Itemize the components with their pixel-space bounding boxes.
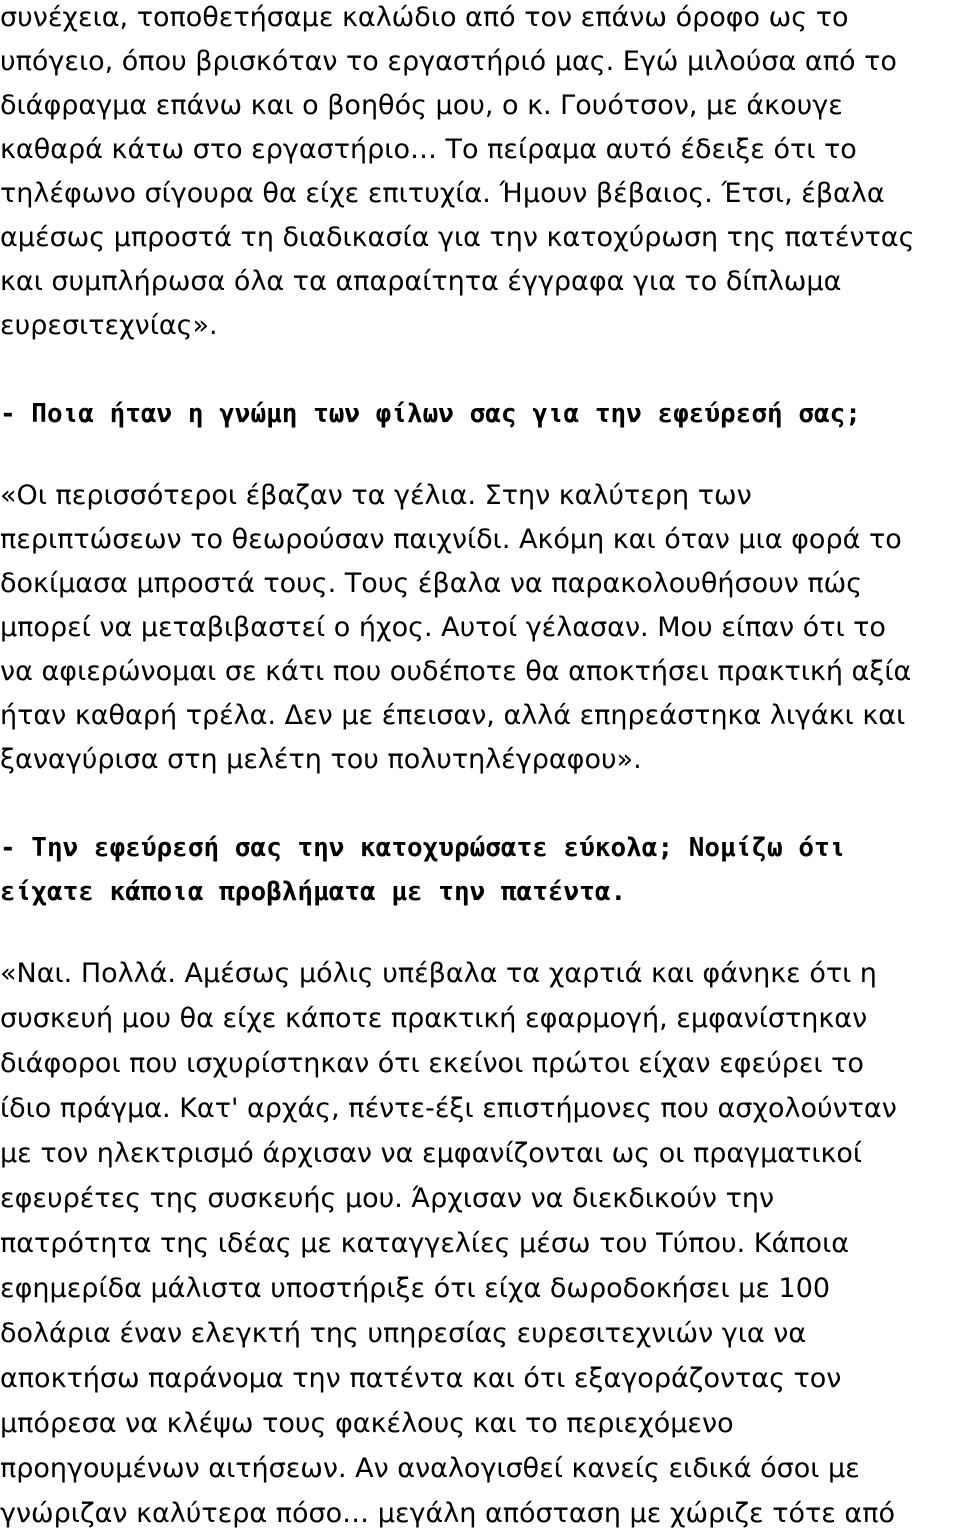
text-line: διάφοροι που ισχυρίστηκαν ότι εκείνοι πρώτοι είχαν εφεύρει το <box>0 1048 864 1079</box>
text-line: δοκίμασα μπροστά τους. Τους έβαλα να παρακολουθήσουν πώς <box>0 568 863 599</box>
text-line: μπορεί να μεταβιβαστεί ο ήχος. Αυτοί γέλασαν. Μου είπαν ότι το <box>0 612 886 643</box>
text-line: ευρεσιτεχνίας». <box>0 310 218 341</box>
text-line: να αφιερώνομαι σε κάτι που ουδέποτε θα αποκτήσει πρακτική αξία <box>0 656 912 687</box>
text-line: διάφραγμα επάνω και ο βοηθός μου, ο κ. Γουότσον, με άκουγε <box>0 90 843 121</box>
text-line: πατρότητα της ιδέας με καταγγελίες μέσω του Τύπου. Κάποια <box>0 1228 849 1259</box>
text-line: με τον ηλεκτρισμό άρχισαν να εμφανίζονται ως οι πραγματικοί <box>0 1138 863 1169</box>
text-line: «Οι περισσότεροι έβαζαν τα γέλια. Στην καλύτερη των <box>0 480 752 511</box>
interview-question: είχατε κάποια προβλήματα με την πατέντα. <box>0 877 627 907</box>
text-line: υπόγειο, όπου βρισκόταν το εργαστήριό μας. Εγώ μιλούσα από το <box>0 46 897 77</box>
text-line: περιπτώσεων το θεωρούσαν παιχνίδι. Ακόμη και όταν μια φορά το <box>0 524 902 555</box>
text-line: τηλέφωνο σίγουρα θα είχε επιτυχία. Ήμουν βέβαιος. Έτσι, έβαλα <box>0 178 885 209</box>
text-line: γνώριζαν καλύτερα πόσο… μεγάλη απόσταση με χώριζε τότε από <box>0 1498 896 1529</box>
text-line: προηγουμένων αιτήσεων. Αν αναλογισθεί κανείς ειδικά όσοι με <box>0 1453 860 1484</box>
text-line: συσκευή μου θα είχε κάποτε πρακτική εφαρμογή, εμφανίστηκαν <box>0 1003 868 1034</box>
text-line: ήταν καθαρή τρέλα. Δεν με έπεισαν, αλλά επηρεάστηκα λιγάκι και <box>0 700 906 731</box>
text-line: μπόρεσα να κλέψω τους φακέλους και το περιεχόμενο <box>0 1408 734 1439</box>
text-line: καθαρά κάτω στο εργαστήριο… Το πείραμα αυτό έδειξε ότι το <box>0 134 857 165</box>
text-line: εφημερίδα μάλιστα υποστήριξε ότι είχα δωροδοκήσει με 100 <box>0 1273 831 1304</box>
interview-question: - Την εφεύρεσή σας την κατοχυρώσατε εύκολα; Νομίζω ότι <box>0 833 846 863</box>
text-line: εφευρέτες της συσκευής μου. Άρχισαν να διεκδικούν την <box>0 1183 775 1214</box>
interview-question: - Ποια ήταν η γνώμη των φίλων σας για την εφεύρεσή σας; <box>0 399 861 429</box>
text-line: ξαναγύρισα στη μελέτη του πολυτηλέγραφου». <box>0 744 642 775</box>
text-line: και συμπλήρωσα όλα τα απαραίτητα έγγραφα για το δίπλωμα <box>0 266 842 297</box>
text-line: «Ναι. Πολλά. Αμέσως μόλις υπέβαλα τα χαρτιά και φάνηκε ότι η <box>0 958 877 989</box>
text-line: αμέσως μπροστά τη διαδικασία για την κατοχύρωση της πατέντας <box>0 222 915 253</box>
text-line: ίδιο πράγμα. Κατ' αρχάς, πέντε-έξι επιστήμονες που ασχολούνταν <box>0 1093 897 1124</box>
text-line: συνέχεια, τοποθετήσαμε καλώδιο από τον επάνω όροφο ως το <box>0 2 849 33</box>
text-line: αποκτήσω παράνομα την πατέντα και ότι εξαγοράζοντας τον <box>0 1363 842 1394</box>
text-line: δολάρια έναν ελεγκτή της υπηρεσίας ευρεσιτεχνιών για να <box>0 1318 807 1349</box>
